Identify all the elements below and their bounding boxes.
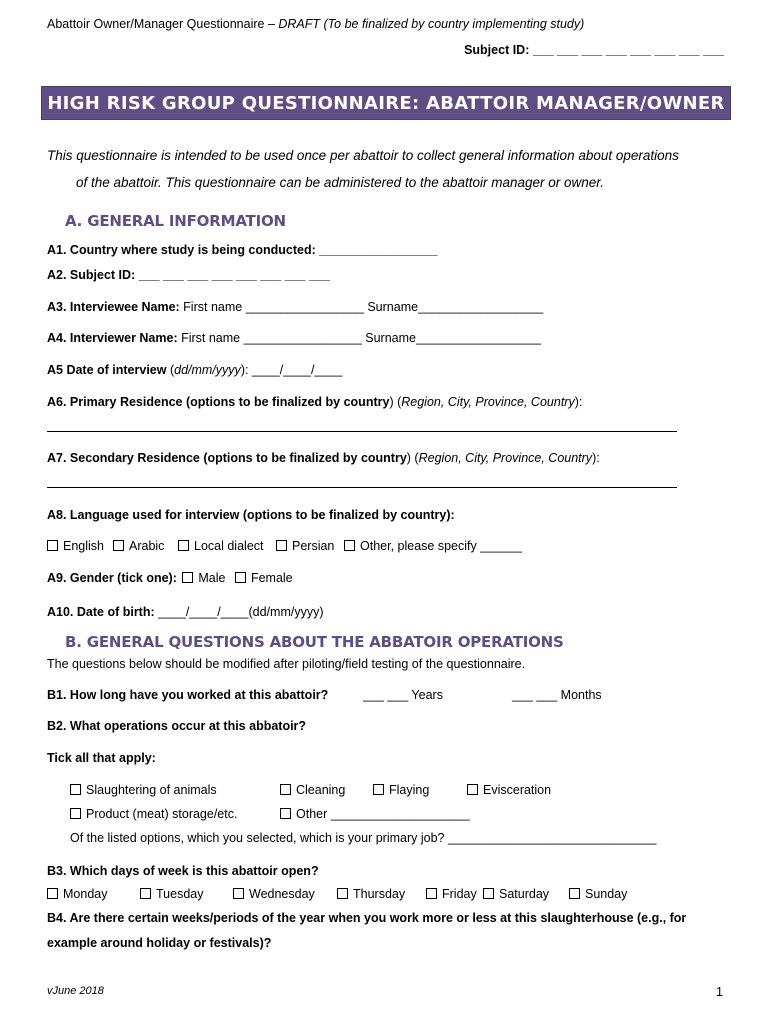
option-label: Local dialect xyxy=(194,539,264,553)
a4-label: A4. Interviewer Name: xyxy=(47,331,178,345)
a5-label: A5 Date of interview xyxy=(47,363,167,377)
section-b-note: The questions below should be modified after piloting/field testing of the questionnaire. xyxy=(47,657,526,671)
a6-label: A6. Primary Residence (options to be finalized by country xyxy=(47,395,390,409)
a7-options: Region, City, Province, Country xyxy=(418,451,593,465)
checkbox[interactable] xyxy=(426,888,437,899)
b2-primary-job[interactable]: Of the listed options, which you selected, which is your primary job? ______________________________ xyxy=(70,831,657,845)
a3-label: A3. Interviewee Name: xyxy=(47,300,180,314)
checkbox[interactable] xyxy=(182,572,193,583)
option-label: Flaying xyxy=(389,783,430,797)
section-b-heading: B. GENERAL QUESTIONS ABOUT THE ABBATOIR OPERATIONS xyxy=(65,633,564,651)
question-a7 xyxy=(47,451,600,465)
version-label: vJune 2018 xyxy=(47,985,104,997)
a5-fields[interactable]: ): ____/____/____ xyxy=(240,363,343,377)
option-label: Cleaning xyxy=(296,783,346,797)
option-label: Tuesday xyxy=(156,887,204,901)
option-sunday[interactable] xyxy=(569,887,627,901)
question-b1: B1. How long have you worked at this abattoir? xyxy=(47,688,329,702)
question-a10[interactable] xyxy=(47,605,324,619)
b1-months-field[interactable]: ___ ___ Months xyxy=(512,688,602,702)
option-label: Monday xyxy=(63,887,108,901)
checkbox[interactable] xyxy=(569,888,580,899)
option-label: Saturday xyxy=(499,887,550,901)
a7-answer-line[interactable] xyxy=(47,487,677,488)
checkbox[interactable] xyxy=(344,540,355,551)
question-a8: A8. Language used for interview (options to be finalized by country): xyxy=(47,508,455,522)
option-label: Female xyxy=(250,571,293,585)
a6-close: ): xyxy=(574,395,583,409)
option-other-operation[interactable] xyxy=(280,807,470,821)
a4-fields[interactable]: First name _________________ Surname__________________ xyxy=(177,331,542,345)
checkbox[interactable] xyxy=(483,888,494,899)
option-female[interactable] xyxy=(235,571,293,585)
header-title: Abattoir Owner/Manager Questionnaire – xyxy=(47,17,279,31)
checkbox[interactable] xyxy=(70,808,81,819)
checkbox[interactable] xyxy=(467,784,478,795)
page-number: 1 xyxy=(716,985,723,999)
checkbox[interactable] xyxy=(280,808,291,819)
question-b2: B2. What operations occur at this abbatoir? xyxy=(47,719,307,733)
question-a2[interactable]: A2. Subject ID: ___ ___ ___ ___ ___ ___ ___ ___ xyxy=(47,268,330,282)
option-cleaning[interactable] xyxy=(280,783,345,797)
option-friday[interactable] xyxy=(426,887,477,901)
checkbox[interactable] xyxy=(140,888,151,899)
checkbox[interactable] xyxy=(337,888,348,899)
intro-line-2: of the abattoir. This questionnaire can be administered to the abattoir manager or owner. xyxy=(76,175,605,190)
document-header xyxy=(47,17,584,31)
option-label: Persian xyxy=(292,539,335,553)
option-label: Other, please specify ______ xyxy=(360,539,522,553)
question-b3: B3. Which days of week is this abattoir open? xyxy=(47,864,319,878)
option-monday[interactable] xyxy=(47,887,107,901)
a10-label: A10. Date of birth: xyxy=(47,605,155,619)
a7-close: ): xyxy=(592,451,600,465)
option-slaughtering[interactable] xyxy=(70,783,217,797)
option-other-language[interactable] xyxy=(344,539,522,553)
subject-id-field[interactable]: Subject ID: ___ ___ ___ ___ ___ ___ ___ ___ xyxy=(464,43,724,57)
checkbox[interactable] xyxy=(70,784,81,795)
option-local-dialect[interactable] xyxy=(178,539,264,553)
a5-format: dd/mm/yyyy xyxy=(174,363,241,377)
option-tuesday[interactable] xyxy=(140,887,203,901)
a10-fields[interactable]: ____/____/____(dd/mm/yyyy) xyxy=(154,605,324,619)
checkbox[interactable] xyxy=(280,784,291,795)
option-product-storage[interactable] xyxy=(70,807,237,821)
checkbox[interactable] xyxy=(113,540,124,551)
a6-options: Region, City, Province, Country xyxy=(401,395,575,409)
option-label: Male xyxy=(198,571,226,585)
a7-paren: ) ( xyxy=(406,451,419,465)
a7-label: A7. Secondary Residence (options to be finalized by country xyxy=(47,451,407,465)
option-flaying[interactable] xyxy=(373,783,429,797)
checkbox[interactable] xyxy=(47,888,58,899)
a6-paren: ) ( xyxy=(389,395,402,409)
question-b4-line-2: example around holiday or festivals)? xyxy=(47,936,272,950)
question-b4-line-1: B4. Are there certain weeks/periods of the year when you work more or less at this slaughterhouse (e.g., for xyxy=(47,911,687,925)
a5-paren: ( xyxy=(166,363,175,377)
option-label: Arabic xyxy=(129,539,165,553)
option-label: Product (meat) storage/etc. xyxy=(86,807,238,821)
a3-fields[interactable]: First name _________________ Surname__________________ xyxy=(179,300,544,314)
checkbox[interactable] xyxy=(47,540,58,551)
option-arabic[interactable] xyxy=(113,539,164,553)
checkbox[interactable] xyxy=(235,572,246,583)
checkbox[interactable] xyxy=(373,784,384,795)
option-label: English xyxy=(63,539,104,553)
checkbox[interactable] xyxy=(233,888,244,899)
checkbox[interactable] xyxy=(178,540,189,551)
question-a5[interactable] xyxy=(47,363,342,377)
option-label: Evisceration xyxy=(483,783,552,797)
option-label: Thursday xyxy=(353,887,406,901)
a9-label: A9. Gender (tick one): xyxy=(47,571,177,585)
question-a3[interactable] xyxy=(47,300,543,314)
checkbox[interactable] xyxy=(276,540,287,551)
option-male[interactable] xyxy=(182,571,225,585)
option-english[interactable] xyxy=(47,539,104,553)
option-label: Wednesday xyxy=(249,887,315,901)
option-label: Other ____________________ xyxy=(296,807,470,821)
option-thursday[interactable] xyxy=(337,887,405,901)
option-label: Slaughtering of animals xyxy=(86,783,217,797)
question-a9 xyxy=(47,571,293,585)
intro-line-1: This questionnaire is intended to be used once per abattoir to collect general information about operations xyxy=(47,148,679,163)
section-a-heading: A. GENERAL INFORMATION xyxy=(65,212,286,230)
option-evisceration[interactable] xyxy=(467,783,551,797)
header-draft-note: DRAFT (To be finalized by country implementing study) xyxy=(278,17,585,31)
question-a4[interactable] xyxy=(47,331,541,345)
question-a6 xyxy=(47,395,582,409)
option-wednesday[interactable] xyxy=(233,887,315,901)
a6-answer-line[interactable] xyxy=(47,431,677,432)
questionnaire-title: HIGH RISK GROUP QUESTIONNAIRE: ABATTOIR MANAGER/OWNER xyxy=(41,86,731,120)
option-label: Sunday xyxy=(585,887,628,901)
b1-years-field[interactable]: ___ ___ Years xyxy=(363,688,443,702)
question-a1[interactable]: A1. Country where study is being conducted: _________________ xyxy=(47,243,438,257)
b2-instruction: Tick all that apply: xyxy=(47,751,156,765)
option-label: Friday xyxy=(442,887,477,901)
option-persian[interactable] xyxy=(276,539,334,553)
option-saturday[interactable] xyxy=(483,887,549,901)
